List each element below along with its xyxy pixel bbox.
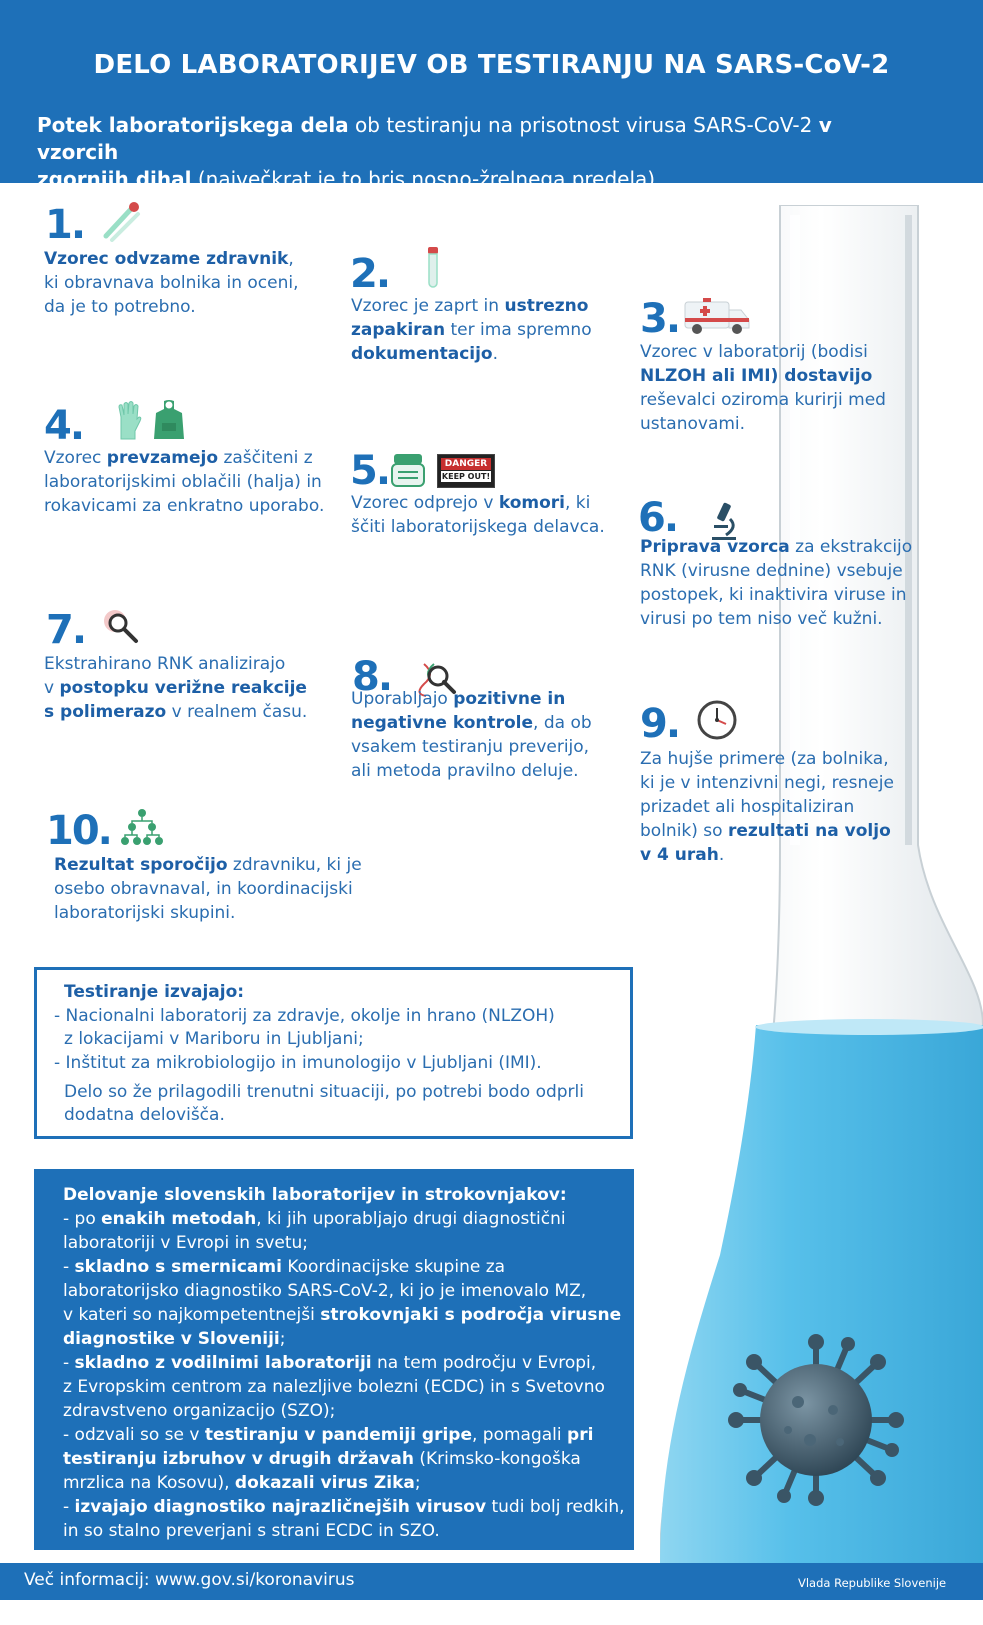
testing-line: - Nacionalni laboratorij za zdravje, okolje in hrano (NLZOH)	[54, 1006, 555, 1026]
step-1-text	[44, 247, 299, 319]
step-3-text	[640, 340, 886, 436]
step-10-part: zdravniku, ki je	[227, 855, 362, 875]
step-6-text	[640, 535, 912, 631]
step-3-line: Vzorec v laboratorij (bodisi	[640, 342, 868, 362]
step-6-line: virusi po tem niso več kužni.	[640, 609, 883, 629]
testing-line: - Inštitut za mikrobiologijo in imunologijo v Ljubljani (IMI).	[54, 1053, 542, 1073]
step-6-part: za ekstrakcijo	[789, 537, 913, 557]
step-7-line: Ekstrahirano RNK analizirajo	[44, 654, 286, 674]
step-1-bold: Vzorec odvzame zdravnik	[44, 249, 289, 269]
test-tube-icon	[424, 247, 442, 289]
intro-bold: Potek laboratorijskega dela	[37, 113, 349, 137]
testing-line: Delo so že prilagodili trenutni situaciji, po potrebi bodo odprli	[64, 1082, 584, 1102]
step-10-number: 10.	[46, 808, 111, 854]
step-3-line: ustanovami.	[640, 414, 746, 434]
step-5-number: 5.	[350, 448, 390, 494]
footer-link[interactable]: Več informacij: www.gov.si/koronavirus	[24, 1570, 355, 1590]
virus-illustration	[728, 1332, 904, 1508]
activity-line: in so stalno preverjani s strani ECDC in SZO.	[63, 1521, 440, 1541]
step-3-bold: NLZOH ali IMI) dostavijo	[640, 366, 873, 386]
activity-bold: diagnostike v Sloveniji	[63, 1329, 280, 1349]
step-2-part: .	[492, 344, 499, 364]
testing-info-box	[34, 967, 633, 1139]
activity-line: laboratoriji v Evropi in svetu;	[63, 1233, 309, 1253]
step-4-bold: prevzamejo	[106, 448, 219, 468]
step-7-part: v realnem času.	[166, 702, 308, 722]
intro-text-part: (največkrat je to bris nosno-žrelnega predela).	[191, 167, 662, 191]
step-4-part: Vzorec	[44, 448, 107, 468]
step-4-number: 4.	[44, 403, 84, 449]
activity-lines	[63, 1183, 625, 1543]
step-3-line: reševalci oziroma kurirji med	[640, 390, 886, 410]
step-2-part: Vzorec je zaprt in	[351, 296, 505, 316]
step-10-text	[54, 853, 362, 925]
danger-sign-icon	[437, 454, 495, 488]
step-2-bold: dokumentacijo	[351, 344, 493, 364]
step-8-bold: pozitivne in	[453, 689, 566, 709]
activity-part: -	[63, 1497, 75, 1517]
step-4-part: zaščiteni z	[218, 448, 313, 468]
step-9-number: 9.	[640, 701, 680, 747]
step-9-line: prizadet ali hospitaliziran	[640, 797, 855, 817]
step-5-line: ščiti laboratorijskega delavca.	[351, 517, 605, 537]
step-5-part: Vzorec odprejo v	[351, 493, 499, 513]
step-6-bold: Priprava vzorca	[640, 537, 790, 557]
step-4-line: rokavicami za enkratno uporabo.	[44, 496, 325, 516]
step-4-text	[44, 446, 324, 518]
step-8-bold: negativne kontrole	[351, 713, 534, 733]
step-7-bold: s polimerazo	[44, 702, 167, 722]
mask-icon	[390, 452, 426, 490]
step-7-number: 7.	[46, 607, 86, 653]
step-9-bold: v 4 urah	[640, 845, 719, 865]
danger-sign-top: DANGER	[441, 458, 491, 470]
footer-credit: Vlada Republike Slovenije	[798, 1576, 947, 1590]
step-5-text	[351, 491, 605, 539]
step-10-bold: Rezultat sporočijo	[54, 855, 228, 875]
activity-bold: enakih metodah	[101, 1209, 257, 1229]
clock-icon	[697, 700, 737, 740]
step-10-line: laboratorijski skupini.	[54, 903, 236, 923]
step-4-line: laboratorijskimi oblačili (halja) in	[44, 472, 322, 492]
step-9-part: .	[718, 845, 725, 865]
activity-heading: Delovanje slovenskih laboratorijev in strokovnjakov:	[63, 1185, 567, 1205]
activity-line: zdravstveno organizacijo (SZO);	[63, 1401, 336, 1421]
step-2-bold: ustrezno	[504, 296, 589, 316]
step-8-part: , da ob	[533, 713, 592, 733]
intro-text	[37, 112, 917, 193]
activity-part: na tem področju v Evropi,	[371, 1353, 597, 1373]
activity-line: z Evropskim centrom za nalezljive bolezni (ECDC) in s Svetovno	[63, 1377, 605, 1397]
step-6-number: 6.	[638, 495, 678, 541]
activity-info-box	[34, 1169, 634, 1550]
activity-part: , ki jih uporabljajo drugi diagnostični	[256, 1209, 566, 1229]
step-1-number: 1.	[45, 202, 85, 248]
intro-bold: v vzorcih	[37, 113, 832, 164]
activity-bold: testiranju v pandemiji gripe	[204, 1425, 472, 1445]
activity-bold: pri	[567, 1425, 594, 1445]
activity-bold: strokovnjaki s področja virusne	[320, 1305, 622, 1325]
step-7-text	[44, 652, 307, 724]
step-9-line: ki je v intenzivni negi, resneje	[640, 773, 894, 793]
step-3-number: 3.	[640, 296, 680, 342]
testing-heading: Testiranje izvajajo:	[64, 982, 245, 1002]
step-1-line: ki obravnava bolnika in oceni,	[44, 273, 299, 293]
swab-icon	[100, 200, 144, 242]
activity-part: , pomagali	[472, 1425, 568, 1445]
step-8-text	[351, 687, 592, 783]
step-5-part: , ki	[564, 493, 591, 513]
step-2-bold: zapakiran	[351, 320, 446, 340]
step-8-part: Uporabljajo	[351, 689, 454, 709]
page-title: DELO LABORATORIJEV OB TESTIRANJU NA SARS-CoV-2	[93, 50, 890, 80]
activity-part: - odzvali so se v	[63, 1425, 205, 1445]
step-9-line: Za hujše primere (za bolnika,	[640, 749, 889, 769]
step-8-number: 8.	[352, 654, 392, 700]
activity-part: Koordinacijske skupine za	[281, 1257, 506, 1277]
step-7-part: v	[44, 678, 60, 698]
step-8-line: ali metoda pravilno deluje.	[351, 761, 579, 781]
step-2-text	[351, 294, 592, 366]
activity-bold: skladno s smernicami	[74, 1257, 282, 1277]
step-1-line: da je to potrebno.	[44, 297, 196, 317]
activity-line: laboratorijsko diagnostiko SARS-CoV-2, ki jo je imenovalo MZ,	[63, 1281, 587, 1301]
activity-part: ;	[414, 1473, 421, 1493]
activity-bold: testiranju izbruhov v drugih državah	[63, 1449, 414, 1469]
step-6-line: postopek, ki inaktivira viruse in	[640, 585, 907, 605]
activity-part: (Krimsko-kongoška	[413, 1449, 581, 1469]
activity-part: mrzlica na Kosovu),	[63, 1473, 235, 1493]
glove-icon	[116, 401, 142, 441]
step-2-number: 2.	[350, 251, 390, 297]
step-8-line: vsakem testiranju preverijo,	[351, 737, 590, 757]
activity-bold: skladno z vodilnimi laboratoriji	[74, 1353, 372, 1373]
activity-bold: izvajajo diagnostiko najrazličnejših virusov	[74, 1497, 487, 1517]
activity-part: -	[63, 1257, 75, 1277]
ambulance-icon	[683, 296, 751, 336]
activity-part: tudi bolj redkih,	[486, 1497, 625, 1517]
danger-sign-bottom: KEEP OUT!	[441, 472, 491, 481]
step-9-part: bolnik) so	[640, 821, 728, 841]
step-9-text	[640, 747, 894, 867]
hierarchy-icon	[120, 808, 164, 848]
step-10-line: osebo obravnaval, in koordinacijski	[54, 879, 353, 899]
testing-line: dodatna delovišča.	[64, 1105, 225, 1125]
step-9-bold: rezultati na voljo	[727, 821, 891, 841]
apron-icon	[152, 399, 186, 441]
activity-part: v kateri so najkompetentnejši	[63, 1305, 321, 1325]
magnifier-icon	[100, 606, 140, 646]
step-7-bold: postopku verižne reakcije	[59, 678, 307, 698]
step-5-bold: komori	[498, 493, 565, 513]
activity-part: -	[63, 1353, 75, 1373]
step-6-line: RNK (virusne dednine) vsebuje	[640, 561, 903, 581]
step-2-part: ter ima spremno	[445, 320, 592, 340]
intro-text-part: ob testiranju na prisotnost virusa SARS-CoV-2	[348, 113, 819, 137]
step-1-part: ,	[288, 249, 294, 269]
activity-bold: dokazali virus Zika	[234, 1473, 415, 1493]
intro-bold: zgornjih dihal	[37, 167, 192, 191]
testing-line: z lokacijami v Mariboru in Ljubljani;	[64, 1029, 364, 1049]
activity-part: ;	[279, 1329, 286, 1349]
activity-part: - po	[63, 1209, 102, 1229]
